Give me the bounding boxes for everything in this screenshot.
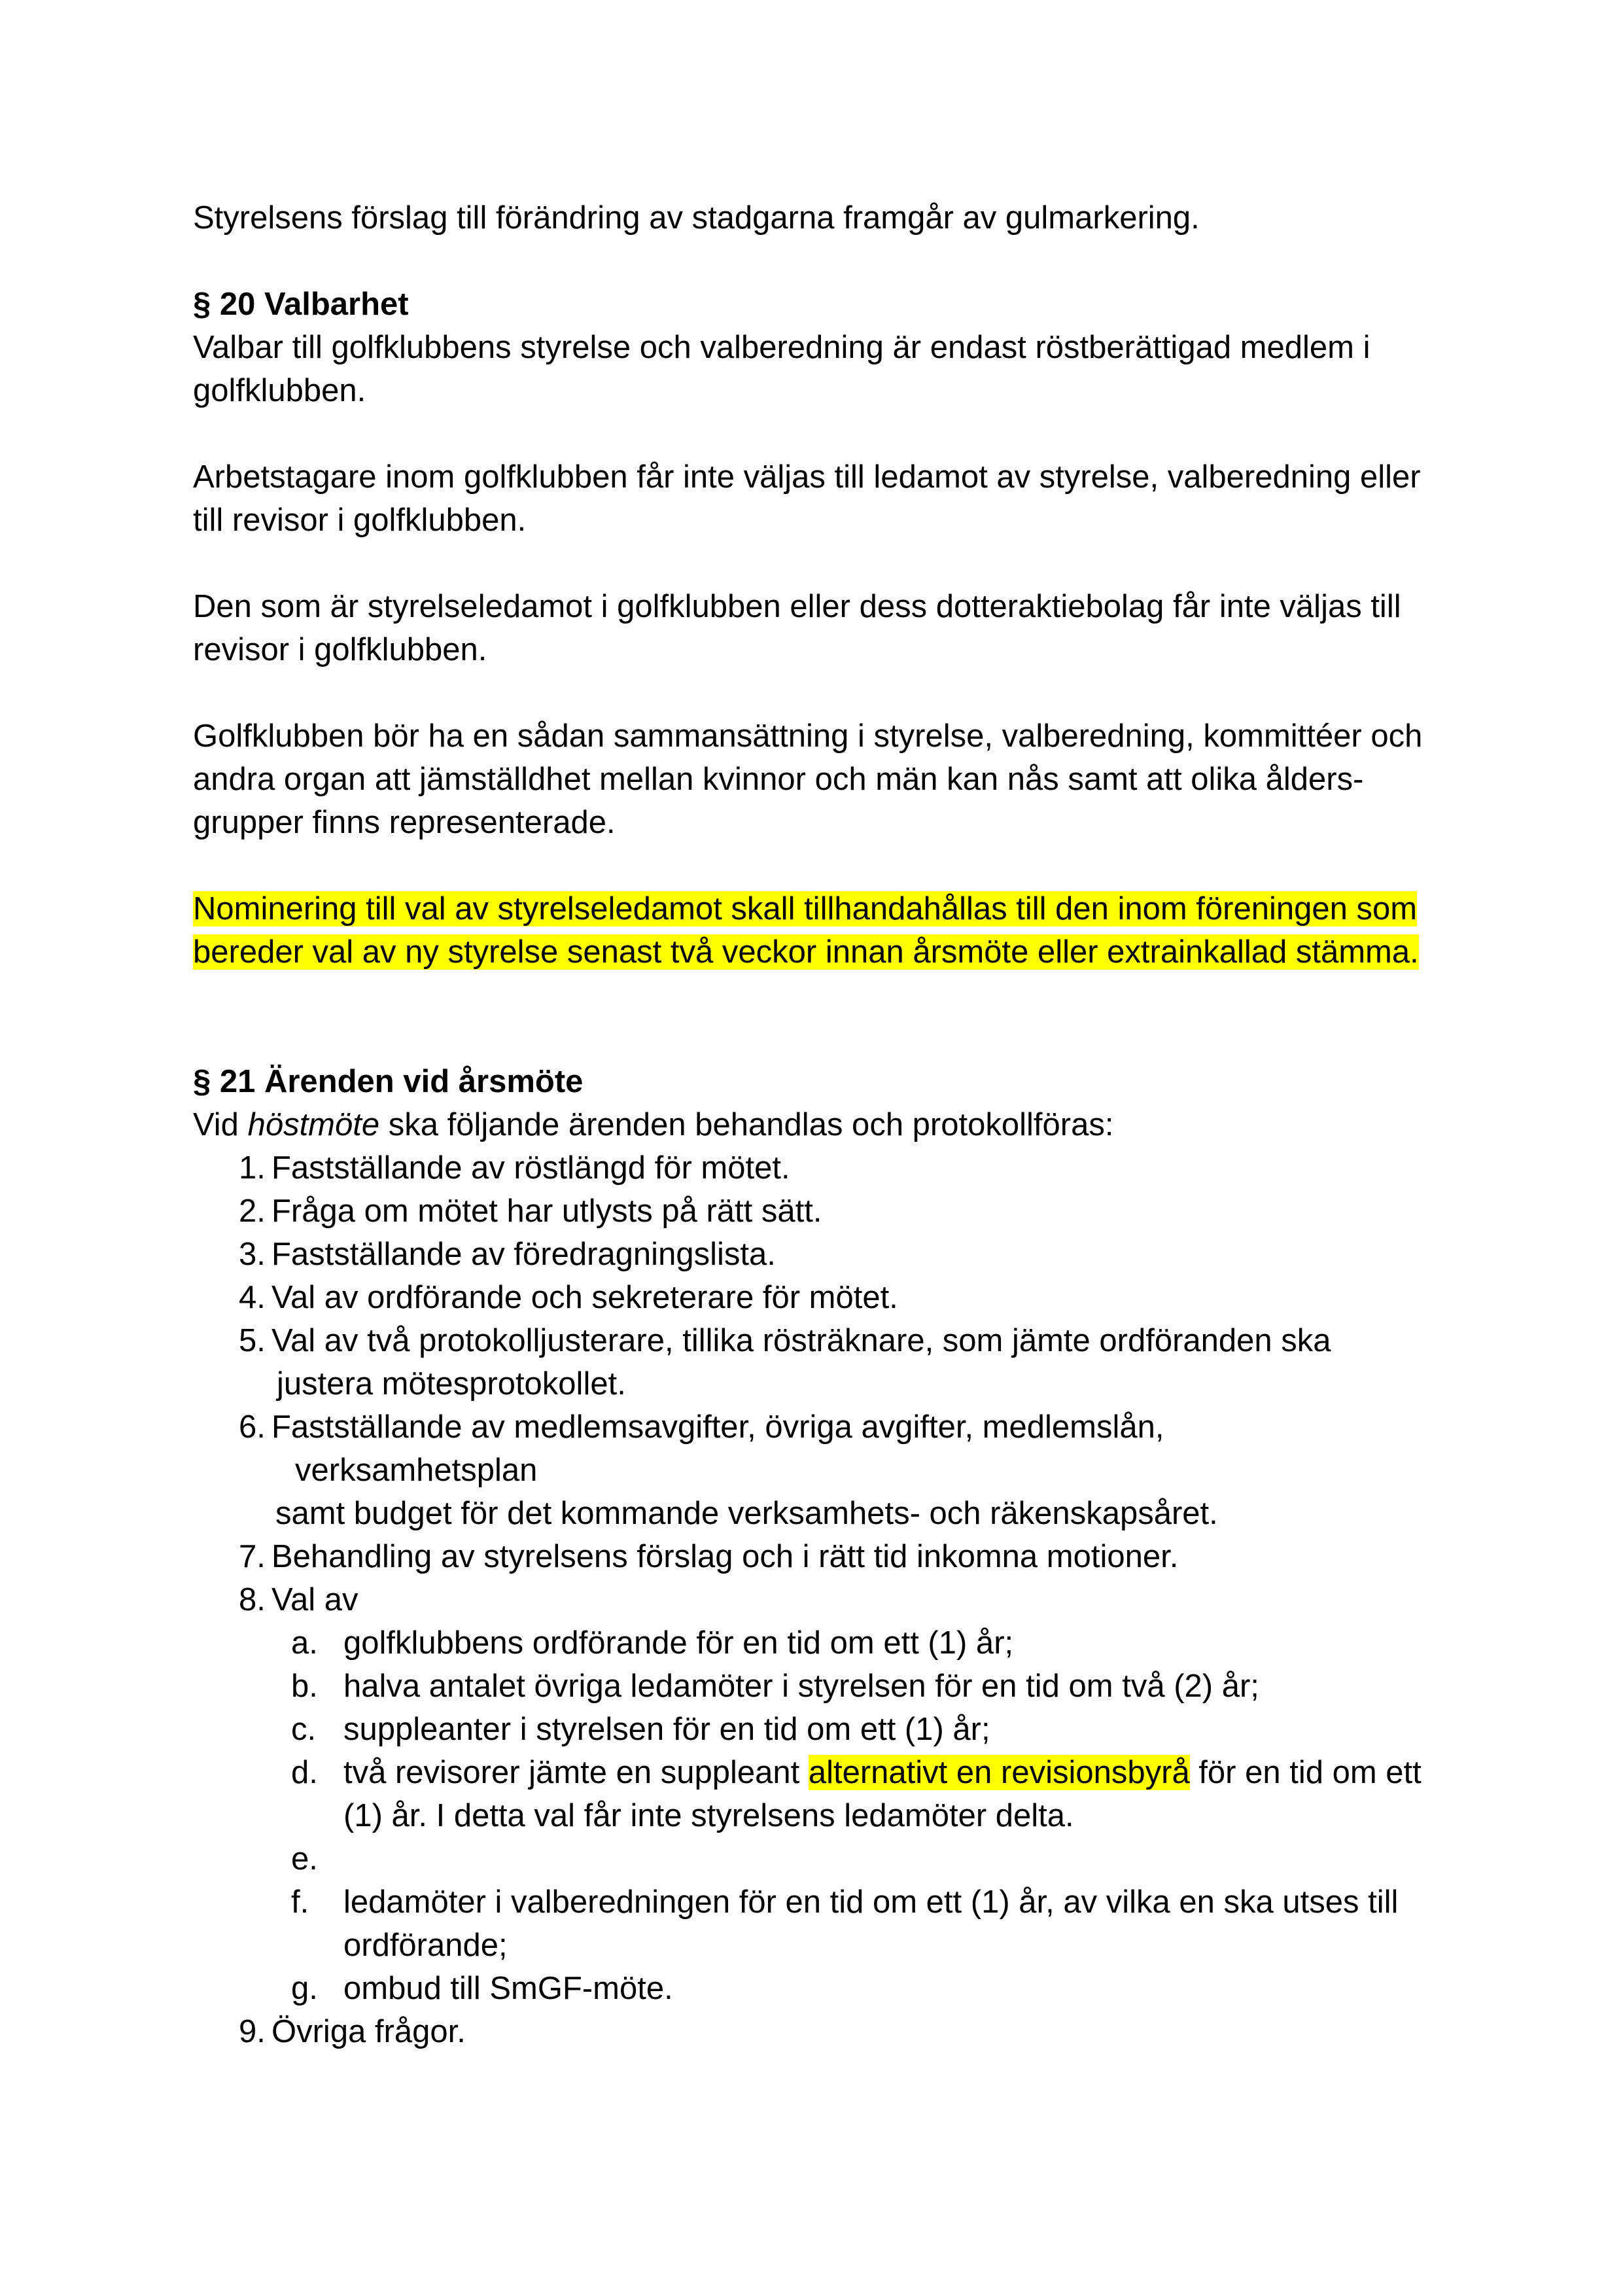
- sublist-letter: b.: [291, 1669, 318, 1704]
- sublist-item-text: ledamöter i valberedningen för en tid om ett (1) år, av vilka en ska utses till ordförande;: [343, 1884, 1399, 1963]
- spacer: [193, 974, 1456, 1060]
- spacer: [193, 412, 1456, 455]
- highlighted-text: alternativt en revisionsbyrå: [808, 1755, 1190, 1790]
- sublist-letter: d.: [291, 1755, 318, 1790]
- list-item: [193, 1578, 1456, 1621]
- sublist-item-text: golfklubbens ordförande för en tid om ett (1) år;: [343, 1625, 1014, 1661]
- spacer: [193, 844, 1456, 887]
- intro-text: ska följande ärenden behandlas och protokollföras:: [379, 1107, 1114, 1142]
- list-item-text: Val av två protokolljusterare, tillika rösträknare, som jämte ordföranden ska: [271, 1323, 1331, 1358]
- list-number: 5.: [239, 1323, 266, 1358]
- sublist-item: [193, 1967, 1456, 2010]
- list-number: 6.: [239, 1409, 266, 1445]
- sublist-letter: a.: [291, 1625, 318, 1661]
- list-item-text: samt budget för det kommande verksamhets- och räkenskapsåret.: [275, 1496, 1218, 1531]
- list-item-text: Val av: [271, 1582, 358, 1617]
- section-20-paragraph-4: Golfklubben bör ha en sådan sammansättning i styrelse, valberedning, kommittéer och andra organ att jämställdhet mellan kvinnor och män kan nås samt att olika ålders-grupper finns representerade.: [193, 718, 1423, 840]
- list-item-text: Behandling av styrelsens förslag och i rätt tid inkomna motioner.: [271, 1539, 1179, 1574]
- list-item: [193, 1146, 1456, 1190]
- list-number: 3.: [239, 1237, 266, 1272]
- list-item-text: Fastställande av medlemsavgifter, övriga avgifter, medlemslån,: [271, 1409, 1164, 1445]
- agenda-list-continued: [193, 2010, 1456, 2053]
- spacer: [193, 542, 1456, 585]
- spacer: [193, 671, 1456, 715]
- sublist-item-text: suppleanter i styrelsen för en tid om ett (1) år;: [343, 1712, 990, 1747]
- election-sublist: [193, 1621, 1456, 2010]
- sublist-letter: g.: [291, 1971, 318, 2006]
- agenda-list: [193, 1146, 1456, 1621]
- sublist-letter: c.: [291, 1712, 317, 1747]
- list-item: [193, 1535, 1456, 1578]
- list-number: 1.: [239, 1150, 266, 1186]
- sublist-item-text: halva antalet övriga ledamöter i styrelsen för en tid om två (2) år;: [343, 1669, 1259, 1704]
- list-item-text: Fastställande av röstlängd för mötet.: [271, 1150, 790, 1186]
- sublist-item: [193, 1621, 1456, 1665]
- list-number: 7.: [239, 1539, 266, 1574]
- list-item: [193, 1190, 1456, 1233]
- list-number: 8.: [239, 1582, 266, 1617]
- highlighted-text: Nominering till val av styrelseledamot skall tillhandahållas till den inom föreningen som bereder val av ny styrelse senast två veckor innan årsmöte eller extrainkallad stämma.: [193, 891, 1419, 970]
- section-20-paragraph-3: Den som är styrelseledamot i golfklubben eller dess dotteraktiebolag får inte väljas till revisor i golfklubben.: [193, 589, 1401, 667]
- section-20-paragraph-2: Arbetstagare inom golfklubben får inte väljas till ledamot av styrelse, valberedning eller till revisor i golfklubben.: [193, 459, 1421, 538]
- spacer: [193, 239, 1456, 283]
- list-item-text: justera mötesprotokollet.: [277, 1366, 626, 1402]
- document-content: [193, 196, 1456, 2053]
- list-item: [193, 1276, 1456, 1319]
- sublist-item: [193, 1837, 1456, 1881]
- list-number: 4.: [239, 1280, 266, 1315]
- list-item: [193, 1405, 1456, 1535]
- list-item: [193, 1319, 1456, 1405]
- list-item-text: Val av ordförande och sekreterare för mötet.: [271, 1280, 898, 1315]
- sublist-item-text: för en tid om ett (1) år. I detta val får inte styrelsens ledamöter delta.: [343, 1755, 1422, 1833]
- list-item-text: Fastställande av föredragningslista.: [271, 1237, 776, 1272]
- sublist-item-text: ombud till SmGF-möte.: [343, 1971, 673, 2006]
- section-20-paragraph-5-highlighted: [193, 887, 1456, 974]
- sublist-item: [193, 1881, 1456, 1967]
- list-item-text: verksamhetsplan: [295, 1453, 538, 1488]
- sublist-letter: e.: [291, 1841, 318, 1877]
- list-item: [193, 2010, 1456, 2053]
- intro-text: Vid: [193, 1107, 248, 1142]
- section-21-heading: § 21 Ärenden vid årsmöte: [193, 1064, 584, 1099]
- list-item: [193, 1233, 1456, 1276]
- list-item-text: Övriga frågor.: [271, 2014, 466, 2049]
- sublist-item: [193, 1708, 1456, 1751]
- list-number: 2.: [239, 1193, 266, 1229]
- section-21-intro: [193, 1103, 1456, 1146]
- section-20-paragraph-1: Valbar till golfklubbens styrelse och valberedning är endast röstberättigad medlem i golfklubben.: [193, 330, 1370, 408]
- sublist-item-text: två revisorer jämte en suppleant: [343, 1755, 809, 1790]
- sublist-letter: f.: [291, 1884, 309, 1920]
- list-item-text: Fråga om mötet har utlysts på rätt sätt.: [271, 1193, 822, 1229]
- intro-paragraph: Styrelsens förslag till förändring av stadgarna framgår av gulmarkering.: [193, 200, 1200, 236]
- sublist-item: [193, 1751, 1456, 1837]
- section-20-heading: § 20 Valbarhet: [193, 287, 409, 322]
- sublist-item: [193, 1665, 1456, 1708]
- list-number: 9.: [239, 2014, 266, 2049]
- intro-italic-text: höstmöte: [247, 1107, 380, 1142]
